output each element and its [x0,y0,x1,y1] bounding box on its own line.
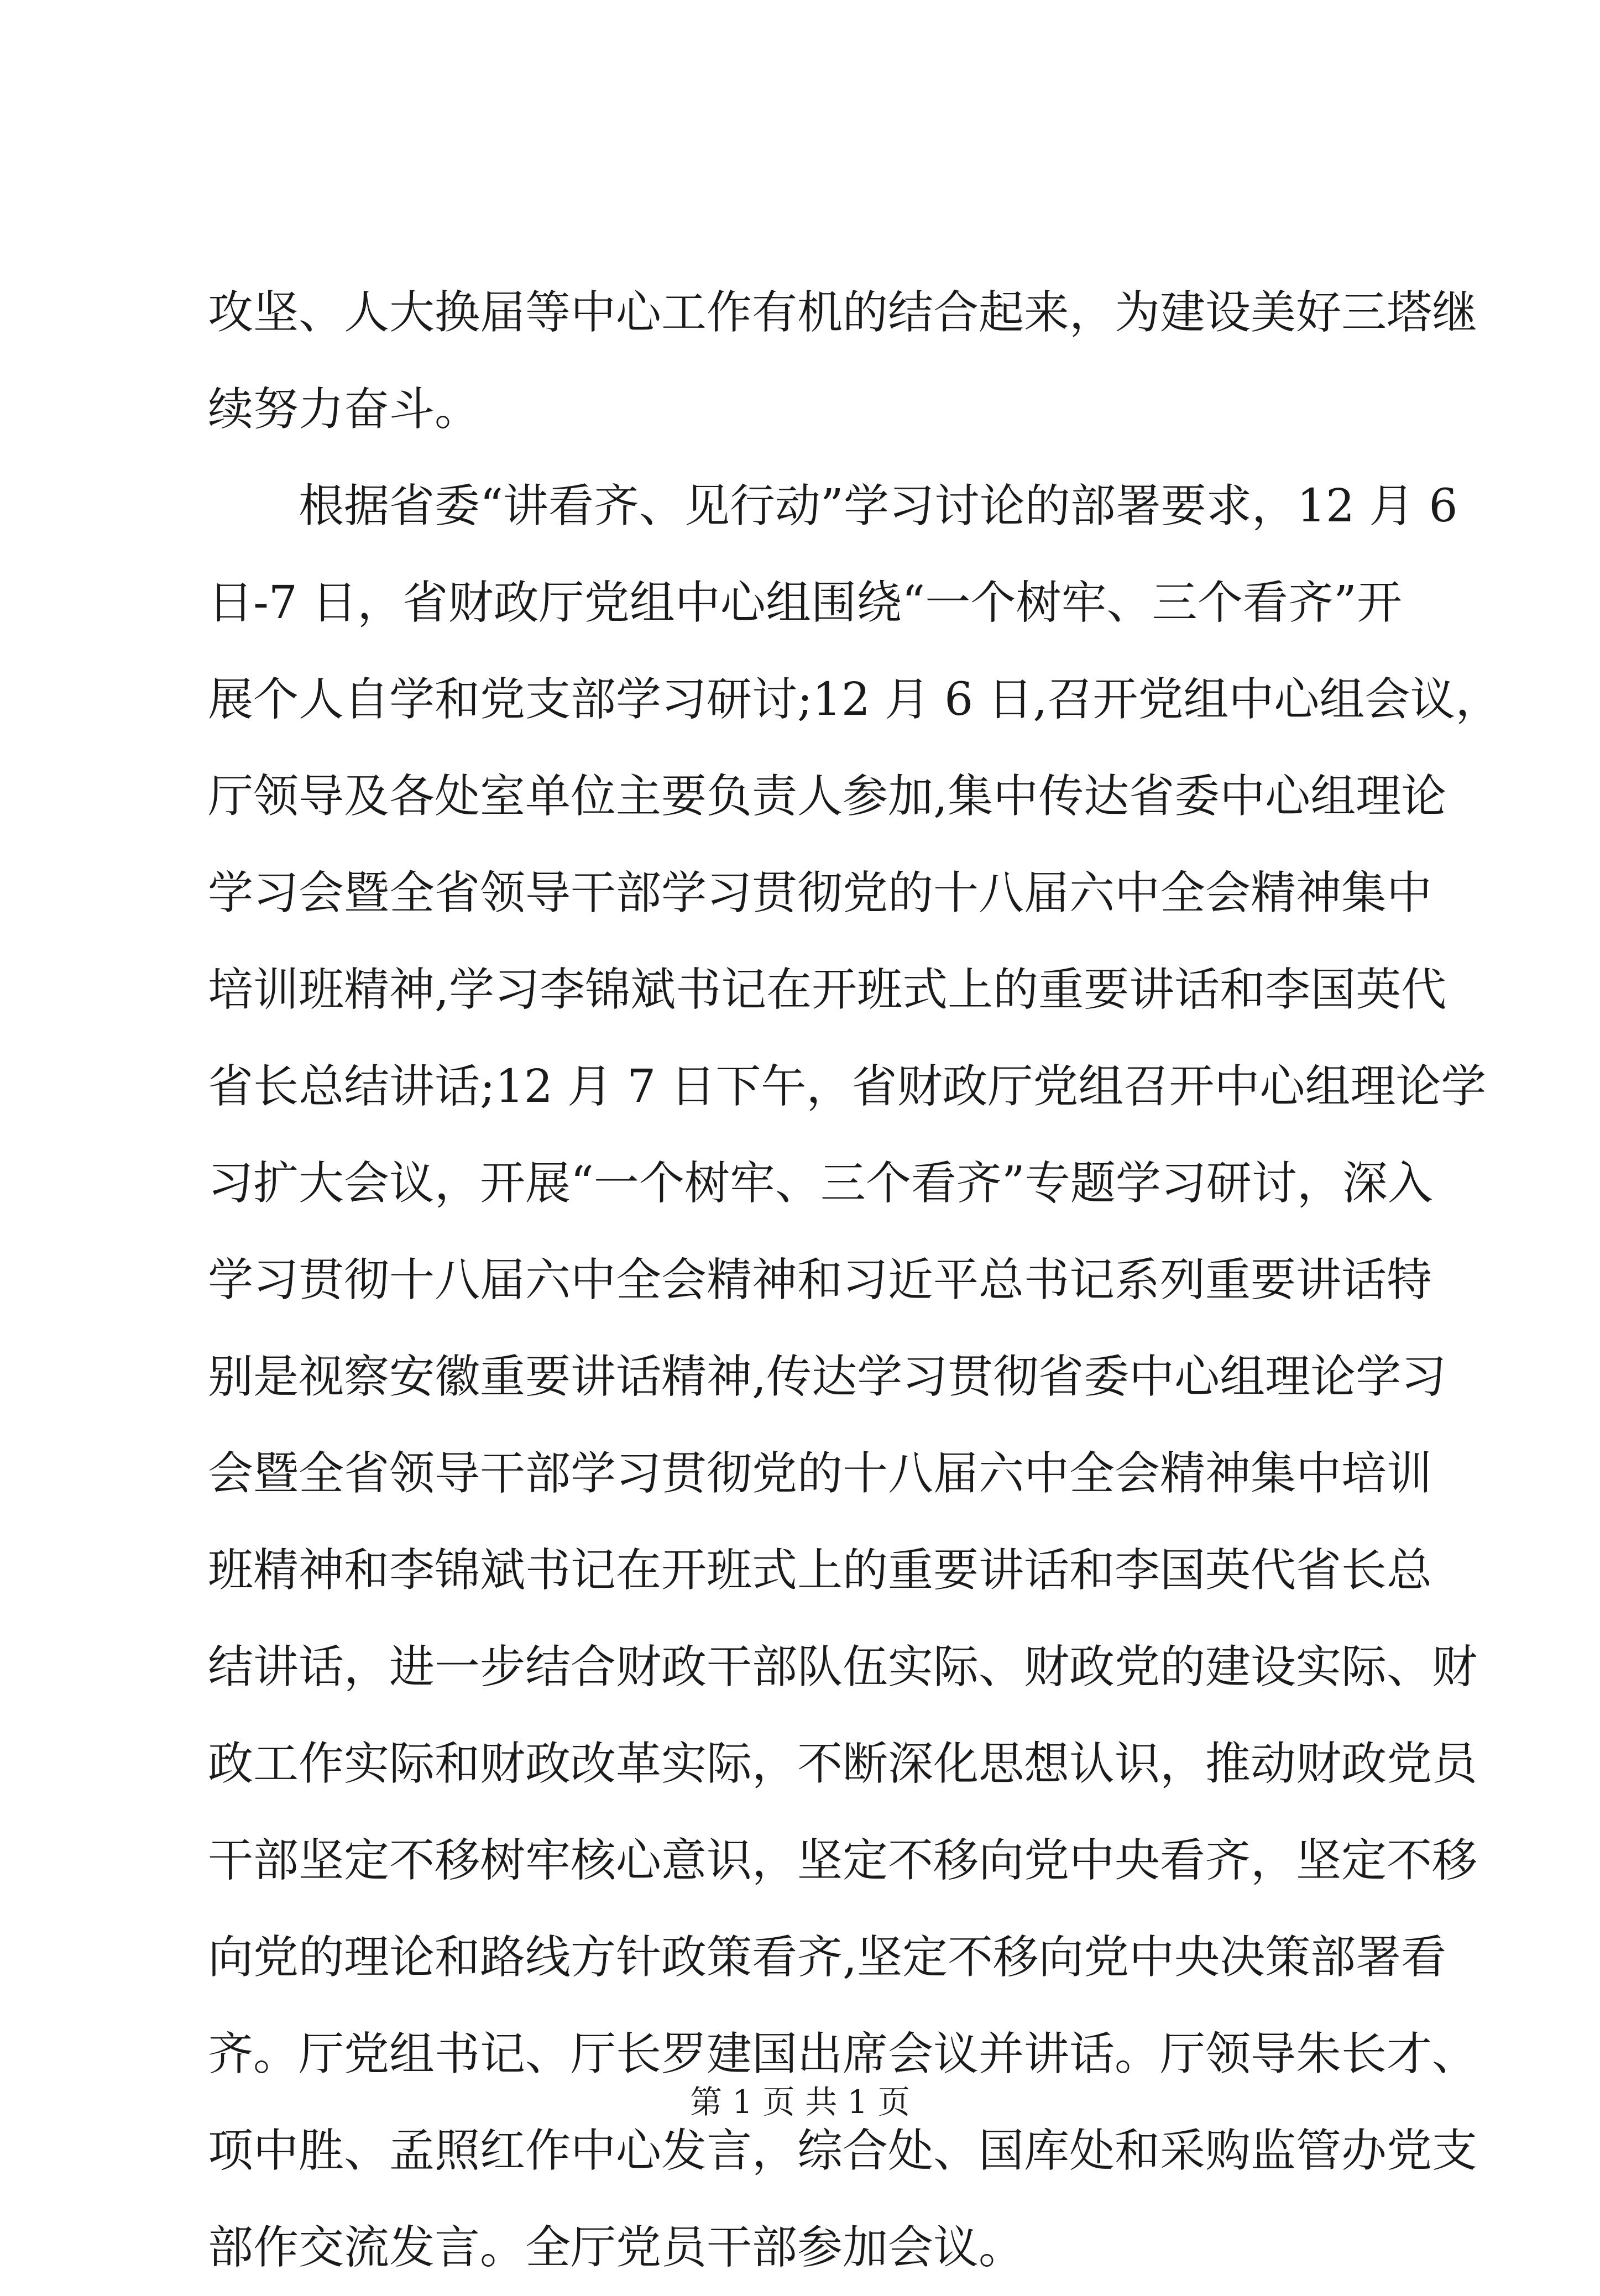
text-line: 培训班精神,学习李锦斌书记在开班式上的重要讲话和李国英代 [208,964,1447,1016]
text-line: 根据省委“讲看齐、见行动”学习讨论的部署要求，12 月 6 [299,480,1458,532]
text-line: 厅领导及各处室单位主要负责人参加,集中传达省委中心组理论 [208,770,1447,823]
text-line: 班精神和李锦斌书记在开班式上的重要讲话和李国英代省长总 [208,1544,1432,1597]
text-line: 结讲话，进一步结合财政干部队伍实际、财政党的建设实际、财 [208,1641,1478,1693]
page-footer [0,2076,1600,2122]
text-line: 部作交流发言。全厅党员干部参加会议。 [208,2221,1024,2274]
text-line: 齐。厅党组书记、厅长罗建国出席会议并讲话。厅领导朱长才、 [208,2028,1478,2080]
text-line: 项中胜、孟照红作中心发言，综合处、国库处和采购监管办党支 [208,2125,1478,2177]
text-line: 续努力奋斗。 [208,383,480,436]
text-line: 别是视察安徽重要讲话精神,传达学习贯彻省委中心组理论学习 [208,1351,1447,1403]
text-line: 向党的理论和路线方针政策看齐,坚定不移向党中央决策部署看 [208,1931,1447,1984]
text-line: 日-7 日，省财政厅党组中心组围绕“一个树牢、三个看齐”开 [208,577,1402,629]
text-line: 政工作实际和财政改革实际，不断深化思想认识，推动财政党员 [208,1738,1478,1790]
text-line: 会暨全省领导干部学习贯彻党的十八届六中全会精神集中培训 [208,1447,1432,1500]
text-line: 干部坚定不移树牢核心意识，坚定不移向党中央看齐，坚定不移 [208,1834,1478,1887]
text-line: 习扩大会议，开展“一个树牢、三个看齐”专题学习研讨，深入 [208,1157,1433,1210]
text-line: 省长总结讲话;12 月 7 日下午，省财政厅党组召开中心组理论学 [208,1060,1487,1113]
text-line: 展个人自学和党支部学习研讨;12 月 6 日,召开党组中心组会议， [208,673,1501,726]
page-number-label: 第 1 页 共 1 页 [690,2083,910,2121]
text-line: 学习会暨全省领导干部学习贯彻党的十八届六中全会精神集中 [208,867,1432,919]
text-line: 攻坚、人大换届等中心工作有机的结合起来，为建设美好三塔继 [208,286,1478,339]
document-body [208,264,1501,2296]
text-line: 学习贯彻十八届六中全会精神和习近平总书记系列重要讲话特 [208,1254,1432,1306]
